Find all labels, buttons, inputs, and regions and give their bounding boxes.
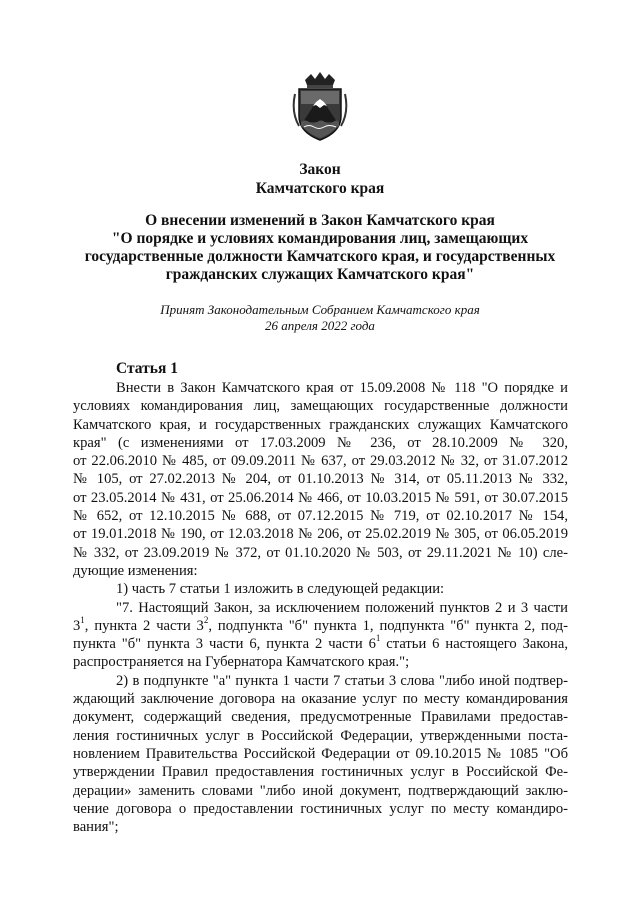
body-line: Камчатского края, и государственных гражданских служащих Камчатского [73, 416, 568, 433]
subtitle-line: О внесении изменений в Закон Камчатского края [145, 212, 495, 229]
article-body [73, 379, 568, 836]
subtitle-line: гражданских служащих Камчатского края" [165, 266, 475, 283]
quote-line: пункта "б" пункта 3 части 6, пункта 2 части $6^1$ статьи 6 настоящего Закона, [73, 633, 568, 653]
subtitle-line: "О порядке и условиях командирования лиц, замещающих [111, 230, 529, 247]
body-line: от 22.06.2010 № 485, от 09.09.2011 № 637, от 29.03.2012 № 32, от 31.07.2012 [73, 453, 568, 470]
item-2-line: дерации» заменить словами "либо иной документ, подтверждающий заклю- [73, 782, 568, 799]
body-line: дующие изменения: [73, 562, 198, 579]
adoption-date: 26 апреля 2022 года [265, 318, 375, 333]
subtitle-line: государственные должности Камчатского края, и государственных [84, 248, 556, 265]
law-subtitle [60, 212, 580, 284]
item-2-line: 2) в подпункте "а" пункта 1 части 7 статьи 3 слова "либо иной подтвер- [116, 672, 568, 689]
item-2-line: чение договора о предоставлении гостиничных услуг по месту командиро- [73, 800, 568, 817]
item-2-line: вания"; [73, 819, 119, 836]
item-2-line: документ, содержащий сведения, предусмотренные Правилами предостав- [73, 709, 568, 726]
body-line: от 19.01.2018 № 190, от 12.03.2018 № 206, от 25.02.2019 № 305, от 06.05.2019 [73, 526, 568, 543]
article-heading: Статья 1 [116, 360, 178, 377]
body-line: № 332, от 23.09.2019 № 372, от 01.10.2020 № 503, от 29.11.2021 № 10) сле- [73, 544, 568, 561]
item-2-line: новлением Правительства Российской Федерации от 09.10.2015 № 1085 "Об [73, 745, 568, 762]
body-line: от 23.05.2014 № 431, от 25.06.2014 № 466, от 10.03.2015 № 591, от 30.07.2015 [73, 489, 568, 506]
quote-line: распространяется на Губернатора Камчатского края."; [73, 654, 410, 671]
law-title: Закон [299, 161, 341, 178]
item-1: 1) часть 7 статьи 1 изложить в следующей редакции: [116, 581, 445, 598]
adoption-note [0, 302, 640, 334]
adoption-line: Принят Законодательным Собранием Камчатского края [160, 302, 480, 317]
item-2-line: утверждении Правил предоставления гостиничных услуг в Российской Фе- [73, 764, 568, 781]
body-line: Внести в Закон Камчатского края от 15.09.2008 № 118 "О порядке и [116, 380, 568, 396]
quote-line: "7. Настоящий Закон, за исключением положений пунктов 2 и 3 части [116, 599, 568, 616]
kamchatka-coat-of-arms-icon [291, 72, 349, 142]
body-line: № 652, от 12.10.2015 № 688, от 07.12.2015 № 719, от 02.10.2017 № 154, [73, 508, 568, 525]
quote-line: $3^1$, пункта 2 части $3^2$, подпункта "б" пункта 1, подпункта "б" пункта 2, под- [73, 615, 568, 634]
body-line: края" (с изменениями от 17.03.2009 № 236, от 28.10.2009 № 320, [73, 434, 568, 451]
item-2-line: ждающий заключение договора на оказание услуг по месту командирования [73, 691, 568, 708]
law-region: Камчатского края [255, 180, 385, 197]
body-line: № 105, от 27.02.2013 № 204, от 01.10.2013 № 314, от 05.11.2013 № 332, [73, 471, 568, 488]
item-2-line: ления гостиничных услуг в Российской Федерации, утвержденными поста- [73, 727, 568, 744]
body-line: условиях командирования лиц, замещающих государственные должности [73, 398, 568, 415]
